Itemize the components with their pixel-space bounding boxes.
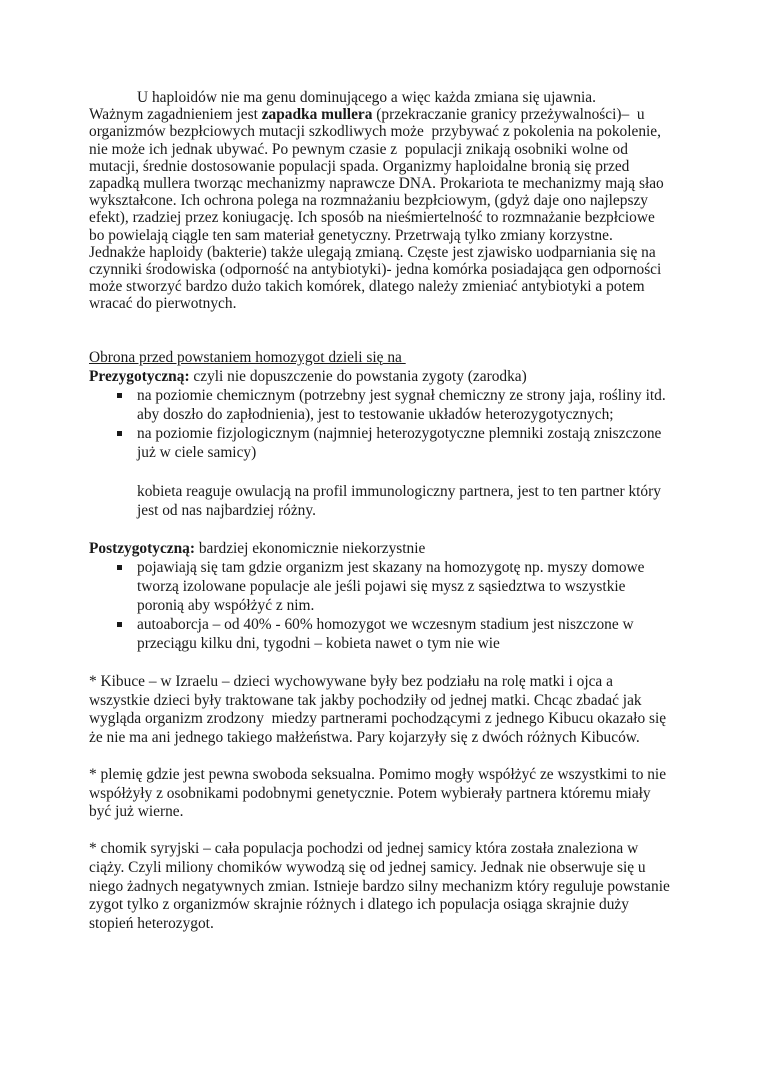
text-line <box>89 367 689 386</box>
text-line <box>89 539 689 558</box>
text-line: może stworzyć bardzo dużo takich komórek, dlatego należy zmieniać antybiotyki a potem <box>89 278 645 296</box>
list-item: pojawiają się tam gdzie organizm jest skazany na homozygotę np. myszy domowe <box>89 558 689 577</box>
text-run: (przekraczanie granicy przeżywalności)– u <box>372 106 645 124</box>
text-line: czynniki środowiska (odporność na antybiotyki)- jedna komórka posiadająca gen odporności <box>89 260 662 278</box>
paragraph-haploids <box>89 89 689 312</box>
text-line: U haploidów nie ma genu dominującego a więc każda zmiana się ujawnia. <box>137 89 596 106</box>
bold-term: zapadka mullera <box>261 106 373 124</box>
text-line: efekt), rzadziej przez koniugację. Ich sposób na nieśmiertelność to rozmnażanie bezpłciowe <box>89 209 655 227</box>
blank-line <box>89 747 689 766</box>
list-item: autoaborcja – od 40% - 60% homozygot we wczesnym stadium jest niszczone w <box>89 615 689 634</box>
bold-term: Prezygotyczną: <box>89 368 190 386</box>
blank-line <box>89 520 689 539</box>
list-item-continuation: poronią aby współżyć z nim. <box>137 597 315 615</box>
examples <box>89 673 689 933</box>
text-line <box>89 106 689 123</box>
text-line: niego żadnych negatywnych zmian. Istnieje bardzo silny mechanizm który reguluje powstanie <box>89 877 670 895</box>
list-item-continuation: już w ciele samicy) <box>137 444 257 462</box>
list-item: na poziomie chemicznym (potrzebny jest sygnał chemiczny ze strony jaja, rośliny itd. <box>89 386 689 405</box>
text-line: organizmów bezpłciowych mutacji szkodliwych może przybywać z pokolenia na pokolenie, <box>89 123 661 141</box>
text-line: wracać do pierwotnych. <box>89 295 237 313</box>
text-line: stopień heterozygot. <box>89 914 214 932</box>
text-line: wszystkie dzieci były traktowane tak jakby pochodziły od jednej matki. Chcąc zbadać jak <box>89 691 642 709</box>
text-run: czyli nie dopuszczenie do powstania zygoty (zarodka) <box>189 368 527 386</box>
text-line: wykształcone. Ich ochrona polega na rozmnażaniu bezpłciowym, (gdyż daje ono najlepszy <box>89 192 648 210</box>
text-line: zygot tylko z organizmów skrajnie różnych i dlatego ich populacja osiąga skrajnie duży <box>89 896 629 914</box>
text-line: * chomik syryjski – cała populacja pochodzi od jednej samicy która została znaleziona w <box>89 840 639 858</box>
list-item-continuation: aby doszło do zapłodnienia), jest to testowanie układów heterozygotycznych; <box>137 406 614 424</box>
note-line: jest od nas najbardziej różny. <box>137 501 316 519</box>
blank-line <box>89 822 689 841</box>
blank-line <box>89 463 689 482</box>
list-item-continuation: tworzą izolowane populacje ale jeśli pojawi się mysz z sąsiedztwa to wszystkie <box>137 578 626 596</box>
text-line: Jednakże haploidy (bakterie) także ulegają zmianą. Częste jest zjawisko uodparniania się na <box>89 243 656 261</box>
text-line: zapadką mullera tworząc mechanizmy naprawcze DNA. Prokariota te mechanizmy mają słao <box>89 174 664 192</box>
list-item: na poziomie fizjologicznym (najmniej heterozygotyczne plemniki zostają zniszczone <box>89 424 689 443</box>
text-line: że nie ma ani jednego takiego małżeństwa. Pary kojarzyły się z dwóch różnych Kibuców. <box>89 728 640 746</box>
text-line: współżyły z osobnikami podobnymi genetycznie. Potem wybierały partnera któremu miały <box>89 784 651 802</box>
section-heading: Obrona przed powstaniem homozygot dzieli się na <box>89 349 406 366</box>
bold-term: Postzygotyczną: <box>89 539 195 557</box>
text-line: nie może ich jednak ubywać. Po pewnym czasie z populacji znikają osobniki wolne od <box>89 140 628 158</box>
text-line: * Kibuce – w Izraelu – dzieci wychowywane były bez podziału na rolę matki i ojca a <box>89 673 613 690</box>
text-run: Ważnym zagadnieniem jest <box>89 106 262 124</box>
text-run: bardziej ekonomicznie niekorzystnie <box>195 539 426 557</box>
text-line: * plemię gdzie jest pewna swoboda seksualna. Pomimo mogły współżyć ze wszystkimi to nie <box>89 765 667 783</box>
note-line: kobieta reaguje owulacją na profil immunologiczny partnera, jest to ten partner który <box>137 482 661 500</box>
text-line: być już wierne. <box>89 803 184 821</box>
list-item-continuation: przeciągu kilku dni, tygodni – kobieta nawet o tym nie wie <box>137 635 500 653</box>
section-homozygote-defense <box>89 348 689 654</box>
text-line: ciąży. Czyli miliony chomików wywodzą się od jednej samicy. Jednak nie obserwuje się u <box>89 858 646 876</box>
text-line: wygląda organizm zrodzony miedzy partnerami pochodzącymi z jednego Kibucu okazało się <box>89 710 667 728</box>
text-line: bo powielają ciągle ten sam materiał genetyczny. Przetrwają tylko zmiany korzystne. <box>89 226 613 244</box>
text-line: mutacji, średnie dostosowanie populacji spada. Organizmy haploidalne bronią się przed <box>89 157 630 175</box>
